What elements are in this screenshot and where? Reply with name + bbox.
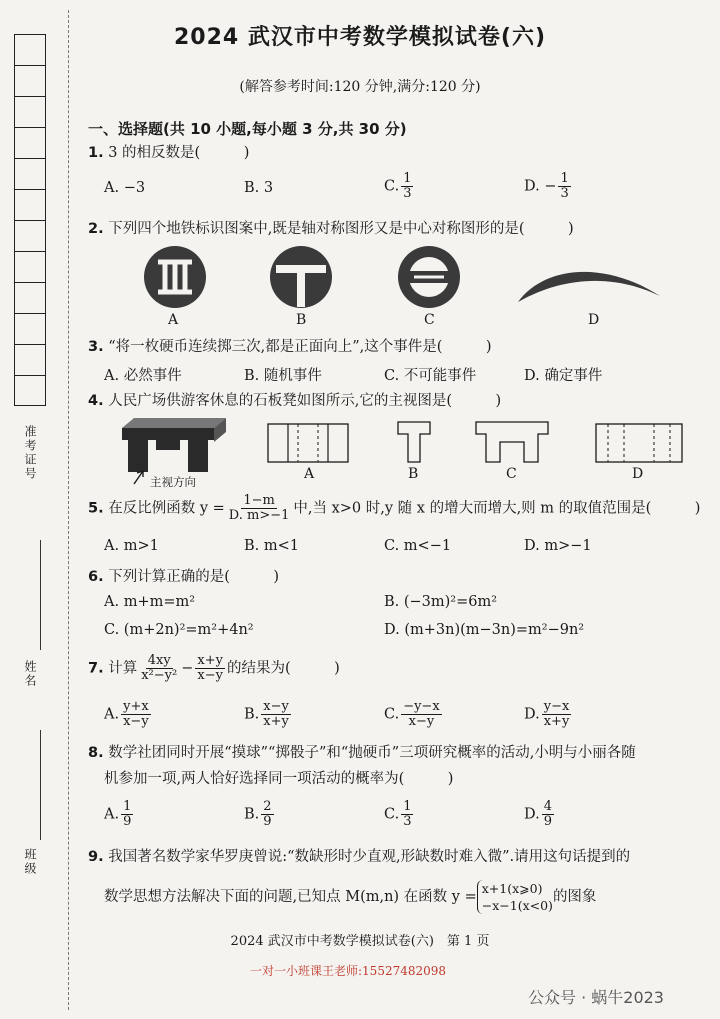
q4-label-a: A xyxy=(304,466,315,482)
q4-label-c: C xyxy=(506,466,517,482)
q7-option-b: B. $\frac{x-y}{x+y}$ xyxy=(244,699,289,729)
q4-label-b: B xyxy=(408,466,419,482)
q2-label-d: D xyxy=(588,312,600,328)
q8-option-c: C. $\frac{1}{3}$ xyxy=(384,799,412,829)
question-9-line-2: 数学思想方法解决下面的问题,已知点 M(m,n) 在函数 y = x+1(x⩾0) −x−1(x<0) 的图象 xyxy=(104,881,597,913)
metro-logo-c xyxy=(392,244,466,310)
q4-option-b-figure xyxy=(396,420,432,464)
name-line xyxy=(40,540,41,650)
class-label: 班级 xyxy=(23,848,37,876)
exam-id-label: 准考证号 xyxy=(23,425,37,481)
question-2: 2. 下列四个地铁标识图案中,既是轴对称图形又是中心对称图形的是( ) xyxy=(88,221,574,237)
name-label: 姓名 xyxy=(23,660,37,688)
question-9: 9. 我国著名数学家华罗庚曾说:“数缺形时少直观,形缺数时难入微”.请用这句话提到的 xyxy=(88,849,631,865)
section-heading: 一、选择题(共 10 小题,每小题 3 分,共 30 分) xyxy=(88,120,407,138)
brand-watermark: 公众号 · 蜗牛2023 xyxy=(528,988,664,1007)
q8-option-d: D. $\frac{4}{9}$ xyxy=(524,799,552,829)
metro-logo-b xyxy=(268,244,334,310)
q3-option-a: A. 必然事件 xyxy=(104,368,182,384)
q1-option-c: C. $\frac{1}{3}$ xyxy=(384,171,412,201)
q4-option-c-figure xyxy=(474,420,550,464)
question-8-line-2: 机参加一项,两人恰好选择同一项活动的概率为( ) xyxy=(104,771,454,787)
q3-option-d: D. 确定事件 xyxy=(524,368,603,384)
q5-option-c: C. m<−1 xyxy=(384,538,452,554)
q5-option-b: B. m<1 xyxy=(244,538,299,554)
q4-option-a-figure xyxy=(266,422,350,464)
view-direction-label: 主视方向 xyxy=(150,475,196,489)
metro-logo-a xyxy=(130,244,220,310)
q2-label-b: B xyxy=(296,312,307,328)
q5-option-d: D. m>−1 xyxy=(524,538,592,554)
page-subtitle: (解答参考时间:120 分钟,满分:120 分) xyxy=(239,79,481,95)
q4-label-d: D xyxy=(632,466,644,482)
stone-bench-figure xyxy=(118,414,228,474)
class-line xyxy=(40,730,41,840)
cut-line xyxy=(68,10,69,1010)
question-8: 8. 数学社团同时开展“摸球”“掷骰子”和“抛硬币”三项研究概率的活动,小明与小丽各随 xyxy=(88,745,636,761)
q5-option-a: A. m>1 xyxy=(104,538,159,554)
q3-option-b: B. 随机事件 xyxy=(244,368,322,384)
q6-option-c: C. (m+2n)²=m²+4n² xyxy=(104,622,254,638)
q3-option-c: C. 不可能事件 xyxy=(384,368,477,384)
question-7: 7. 计算 $\frac{4xy}{\text{x²−y²}}$ − $\frac{x+y}{x-y}$ 的结果为( ) xyxy=(88,653,340,683)
q1-option-b: B. 3 xyxy=(244,180,274,196)
question-5: 5. 在反比例函数 y = $\frac{1-m}{D. m>-1}$ 中,当 x>0 时,y 随 x 的增大而增大,则 m 的取值范围是( ) xyxy=(88,493,701,523)
page-footer: 2024 武汉市中考数学模拟试卷(六) 第 1 页 xyxy=(230,934,490,949)
q2-label-c: C xyxy=(424,312,435,328)
q6-option-b: B. (−3m)²=6m² xyxy=(384,594,498,610)
q7-option-a: A. $\frac{y+x}{x-y}$ xyxy=(104,699,149,729)
q8-option-b: B. $\frac{2}{9}$ xyxy=(244,799,272,829)
question-6: 6. 下列计算正确的是( ) xyxy=(88,569,280,585)
q1-option-a: A. −3 xyxy=(104,180,146,196)
q7-option-d: D. $\frac{y-x}{x+y}$ xyxy=(524,699,570,729)
page-title: 2024 武汉市中考数学模拟试卷(六) xyxy=(174,25,546,50)
q6-option-d: D. (m+3n)(m−3n)=m²−9n² xyxy=(384,622,585,638)
question-4: 4. 人民广场供游客休息的石板凳如图所示,它的主视图是( ) xyxy=(88,393,502,409)
q7-option-c: C. $\frac{-y-x}{x-y}$ xyxy=(384,699,440,729)
question-3: 3. “将一枚硬币连续掷三次,都是正面向上”,这个事件是( ) xyxy=(88,339,492,355)
q2-label-a: A xyxy=(168,312,179,328)
q8-option-a: A. $\frac{1}{9}$ xyxy=(104,799,132,829)
q1-option-d: D. − $\frac{1}{3}$ xyxy=(524,171,569,201)
view-arrow-icon xyxy=(132,468,146,486)
watermark-contact: 一对一小班课王老师:15527482098 xyxy=(250,964,447,978)
q6-option-a: A. m+m=m² xyxy=(104,594,196,610)
q4-option-d-figure xyxy=(594,422,684,464)
question-1: 1. 3 的相反数是( ) xyxy=(88,145,250,161)
metro-logo-d xyxy=(514,260,664,306)
